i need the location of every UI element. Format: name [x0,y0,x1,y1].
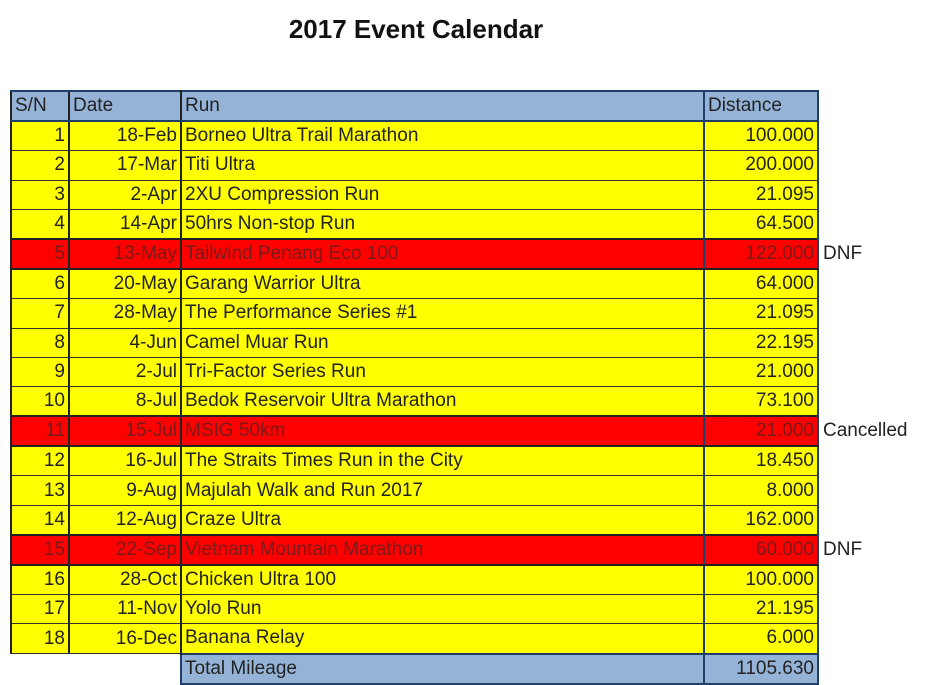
cell-sn: 15 [11,535,69,565]
cell-distance: 162.000 [704,505,818,535]
cell-sn: 10 [11,386,69,416]
table-row [11,328,937,357]
cell-run: Tri-Factor Series Run [181,357,704,386]
cell-note [818,180,937,209]
cell-run: Titi Ultra [181,151,704,180]
cell-note [818,121,937,151]
cell-date: 16-Jul [69,446,181,476]
cell-date: 17-Mar [69,151,181,180]
table-row [11,565,937,595]
table-row [11,505,937,535]
cell-sn: 9 [11,357,69,386]
cell-sn: 6 [11,269,69,299]
cell-run: Garang Warrior Ultra [181,269,704,299]
cell-distance: 64.000 [704,269,818,299]
cell-distance: 122.000 [704,239,818,269]
total-spacer-sn [11,654,69,684]
header-run: Run [181,91,704,121]
header-distance: Distance [704,91,818,121]
cell-sn: 12 [11,446,69,476]
cell-run: Bedok Reservoir Ultra Marathon [181,386,704,416]
cell-note [818,476,937,505]
cell-run: MSIG 50km [181,416,704,446]
table-row [11,121,937,151]
cell-date: 4-Jun [69,328,181,357]
cell-run: Craze Ultra [181,505,704,535]
cell-sn: 5 [11,239,69,269]
cell-date: 2-Apr [69,180,181,209]
cell-date: 14-Apr [69,209,181,239]
cell-sn: 3 [11,180,69,209]
total-label: Total Mileage [181,654,704,684]
cell-date: 9-Aug [69,476,181,505]
table-row [11,239,937,269]
cell-date: 13-May [69,239,181,269]
event-calendar-table [10,90,938,685]
cell-sn: 13 [11,476,69,505]
cell-note [818,446,937,476]
cell-distance: 21.195 [704,595,818,624]
cell-note [818,595,937,624]
total-spacer-date [69,654,181,684]
cell-note [818,209,937,239]
cell-run: 50hrs Non-stop Run [181,209,704,239]
cell-date: 8-Jul [69,386,181,416]
table-row [11,180,937,209]
cell-run: Yolo Run [181,595,704,624]
cell-sn: 4 [11,209,69,239]
cell-note [818,357,937,386]
table-row [11,269,937,299]
header-date: Date [69,91,181,121]
cell-date: 20-May [69,269,181,299]
page-title: 2017 Event Calendar [288,14,544,44]
cell-distance: 21.000 [704,416,818,446]
table-row [11,416,937,446]
table-row [11,595,937,624]
table-row [11,357,937,386]
total-row [11,654,937,684]
header-sn: S/N [11,91,69,121]
cell-run: Camel Muar Run [181,328,704,357]
cell-date: 28-Oct [69,565,181,595]
table-row [11,151,937,180]
cell-run: Banana Relay [181,624,704,654]
cell-sn: 16 [11,565,69,595]
cell-run: 2XU Compression Run [181,180,704,209]
cell-date: 22-Sep [69,535,181,565]
cell-note: DNF [823,538,863,560]
cell-distance: 21.095 [704,299,818,328]
table-row [11,209,937,239]
cell-run: The Straits Times Run in the City [181,446,704,476]
cell-date: 18-Feb [69,121,181,151]
cell-sn: 8 [11,328,69,357]
cell-note [818,328,937,357]
table-row [11,386,937,416]
cell-run: The Performance Series #1 [181,299,704,328]
cell-note [818,505,937,535]
cell-distance: 200.000 [704,151,818,180]
cell-date: 11-Nov [69,595,181,624]
cell-note [818,151,937,180]
cell-note [818,269,937,299]
cell-distance: 6.000 [704,624,818,654]
cell-distance: 100.000 [704,565,818,595]
table-row [11,535,937,565]
cell-run: Tailwind Penang Eco 100 [181,239,704,269]
cell-note: DNF [823,243,863,265]
table-row [11,476,937,505]
cell-run: Vietnam Mountain Marathon [181,535,704,565]
header-note-spacer [818,91,937,121]
cell-note [818,299,937,328]
cell-run: Chicken Ultra 100 [181,565,704,595]
table-row [11,624,937,654]
cell-distance: 18.450 [704,446,818,476]
cell-distance: 60.000 [704,535,818,565]
cell-sn: 2 [11,151,69,180]
cell-sn: 17 [11,595,69,624]
cell-distance: 21.000 [704,357,818,386]
total-value: 1105.630 [704,654,818,684]
cell-sn: 11 [11,416,69,446]
cell-sn: 14 [11,505,69,535]
cell-note [818,386,937,416]
table-row [11,446,937,476]
cell-date: 12-Aug [69,505,181,535]
cell-distance: 22.195 [704,328,818,357]
cell-date: 2-Jul [69,357,181,386]
cell-distance: 73.100 [704,386,818,416]
total-note-spacer [818,654,937,684]
cell-run: Borneo Ultra Trail Marathon [181,121,704,151]
cell-date: 16-Dec [69,624,181,654]
cell-sn: 1 [11,121,69,151]
table-row [11,299,937,328]
cell-note [818,565,937,595]
cell-date: 15-Jul [69,416,181,446]
cell-sn: 18 [11,624,69,654]
cell-distance: 100.000 [704,121,818,151]
cell-distance: 64.500 [704,209,818,239]
cell-date: 28-May [69,299,181,328]
cell-sn: 7 [11,299,69,328]
cell-distance: 21.095 [704,180,818,209]
cell-run: Majulah Walk and Run 2017 [181,476,704,505]
table-header-row [11,91,937,121]
cell-distance: 8.000 [704,476,818,505]
cell-note [818,624,937,654]
cell-note: Cancelled [823,420,908,442]
